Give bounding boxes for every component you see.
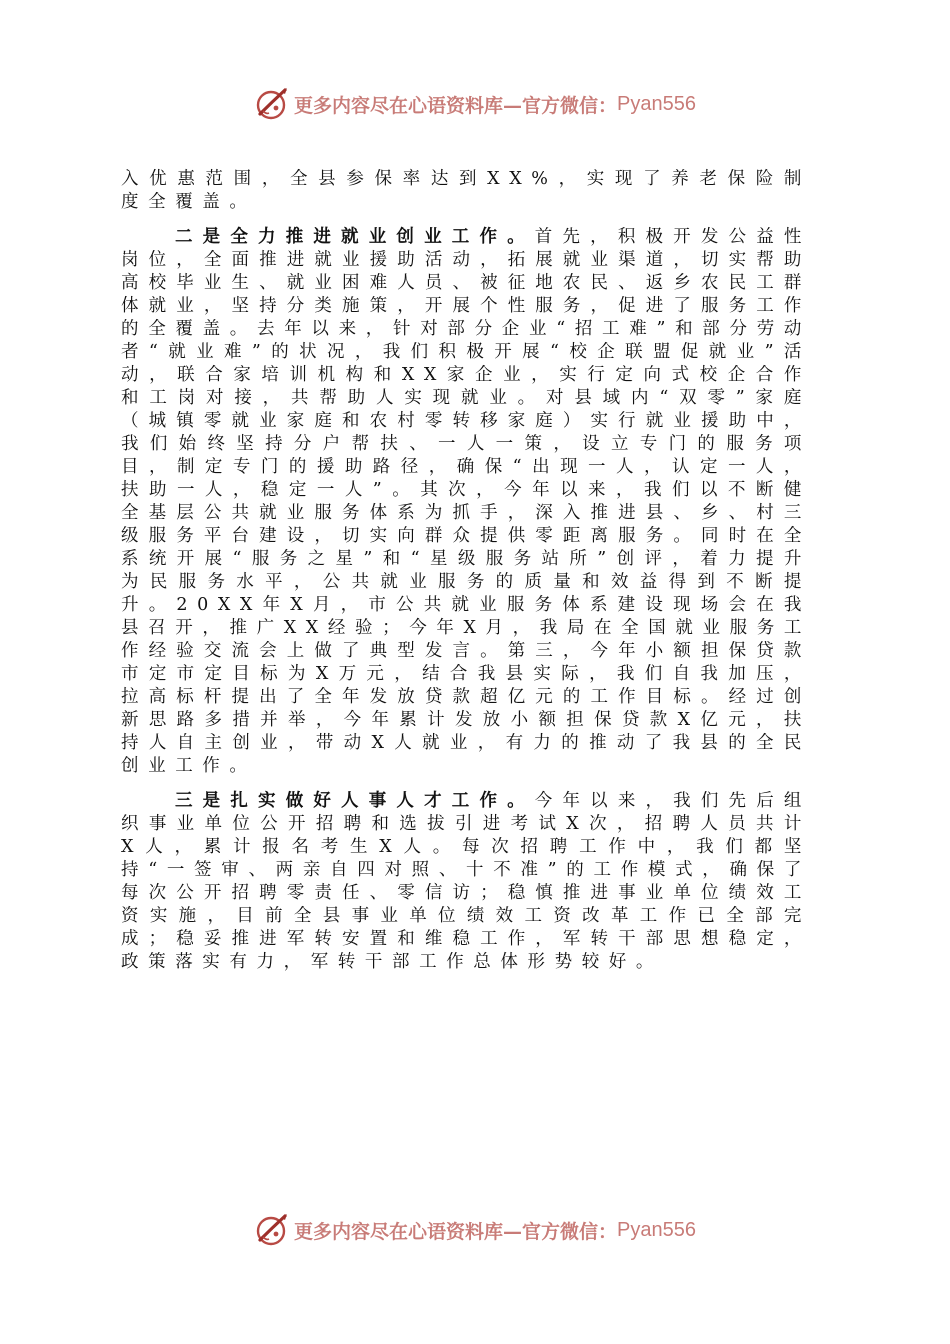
- paragraph-2-body: 首先，积极开发公益性岗位，全面推进就业援助活动，拓展就业渠道，切实帮助高校毕业生、就业困难人员、被征地农民、返乡农民工群体就业，坚持分类施策，开展个性服务，促进了服务工作的全覆盖。去年以来，针对部分企业“招工难”和部分劳动者“就业难”的状况，我们积极开展“校企联盟促就业”活动，联合家培训机构和XX家企业，实行定向式校企合作和工岗对接，共帮助人实现就业。对县域内“双零”家庭（城镇零就业家庭和农村零转移家庭）实行就业援助中，我们始终坚持分户帮扶、一人一策，设立专门的服务项目，制定专门的援助路径，确保“出现一人，认定一人，扶助一人，稳定一人”。其次，今年以来，我们以不断健全基层公共就业服务体系为抓手，深入推进县、乡、村三级服务平台建设，切实向群众提供零距离服务。同时在全系统开展“服务之星”和“星级服务站所”创评，着力提升为民服务水平，公共就业服务的质量和效益得到不断提升。20XX年X月，市公共就业服务体系建设现场会在我县召开，推广XX经验；今年X月，我局在全国就业服务工作经验交流会上做了典型发言。第三，今年小额担保贷款市定市定目标为X万元，结合我县实际，我们自我加压，拉高标杆提出了全年发放贷款超亿元的工作目标。经过创新思路多措并举，今年累计发放小额担保贷款X亿元，扶持人自主创业，带动X人就业，有力的推动了我县的全民创业工作。: [121, 227, 811, 776]
- document-body: [121, 168, 811, 986]
- banner-text: 更多内容尽在心语资料库—官方微信：: [294, 1220, 618, 1243]
- paragraph-3-body: 今年以来，我们先后组织事业单位公开招聘和选拔引进考试X次，招聘人员共计X人，累计报名考生X人。每次招聘工作中，我们都坚持“一签审、两亲自四对照、十不准”的工作模式，确保了每次公开招聘零责任、零信访；稳慎推进事业单位绩效工资实施，目前全县事业单位绩效工资改革工作已全部完成；稳妥推进军转安置和维稳工作，军转干部思想稳定，政策落实有力，军转干部工作总体形势较好。: [121, 791, 811, 972]
- header-watermark-banner: [0, 84, 950, 124]
- banner-wechat-id: Pyan556: [617, 1218, 696, 1241]
- footer-watermark-banner: [0, 1210, 950, 1250]
- banner-text: 更多内容尽在心语资料库—官方微信：: [294, 94, 618, 117]
- paragraph-2: [121, 226, 811, 778]
- paragraph-3: [121, 790, 811, 974]
- paragraph-1-body: 入优惠范围，全县参保率达到XX%，实现了养老保险制度全覆盖。: [121, 169, 811, 212]
- paragraph-3-lead: 三是扎实做好人事人才工作。: [175, 791, 535, 811]
- brush-pen-logo-icon: [254, 86, 290, 122]
- brush-pen-logo-icon: [254, 1212, 290, 1248]
- paragraph-1: [121, 168, 811, 214]
- paragraph-2-lead: 二是全力推进就业创业工作。: [175, 227, 535, 247]
- banner-wechat-id: Pyan556: [617, 92, 696, 115]
